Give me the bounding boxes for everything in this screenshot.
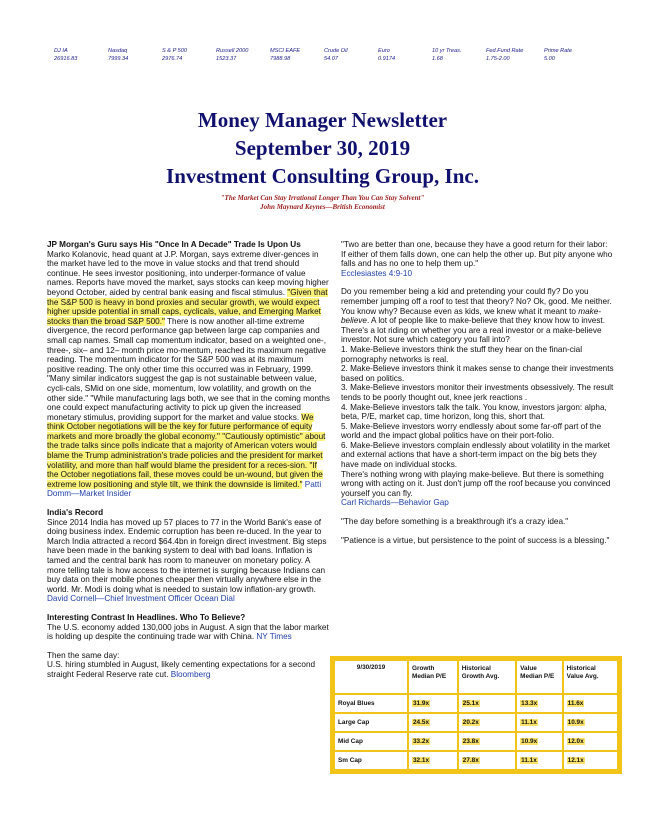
pe-value: 33.2x: [413, 738, 429, 745]
pe-value: 12.0x: [567, 738, 584, 745]
contrast-then: Then the same day:: [47, 650, 120, 660]
pe-table-header-row: [334, 660, 618, 694]
table-row: [334, 732, 618, 751]
pe-cell: [563, 713, 618, 732]
ecclesiastes-quote: "Two are better than one, because they have a good return for their labor: If either of them falls down, one can help the other up. But pity anyone who falls and has no one to help them up.": [341, 240, 613, 269]
jpm-article-body: [47, 250, 330, 499]
company-name: Investment Consulting Group, Inc.: [166, 164, 479, 188]
pe-value: 24.5x: [413, 719, 429, 726]
ticker-value: 0.9174: [378, 56, 396, 62]
newsletter-date: September 30, 2019: [234, 136, 411, 160]
pe-cell: [516, 751, 563, 770]
intro-text: . A lot of people like to make-believe that they know how to invest. There's a lot riding on whether you are a real investor or a make-believe investor. Not sure which category you fall into?: [341, 316, 605, 345]
pe-value: 11.1x: [521, 757, 537, 764]
ticker-value: 1523.37: [216, 56, 237, 62]
header-quote: "The Market Can Stay Irrational Longer Than You Can Stay Solvent": [220, 194, 425, 202]
india-article-body: [47, 518, 330, 604]
pe-cell: [458, 713, 516, 732]
ticker-item: [324, 47, 348, 63]
pe-cell: [563, 751, 618, 770]
pe-table-header: Historical Growth Avg.: [458, 660, 516, 694]
pe-cell: [458, 732, 516, 751]
ticker-value: 26916.83: [54, 56, 78, 62]
ticker-item: [108, 47, 128, 63]
breakthrough-quote: "The day before something is a breakthrough it's a crazy idea.": [341, 517, 569, 527]
make-believe-closing: There's nothing wrong with playing make-believe. But there is something wrong with acting on it. Just don't jump off the roof because you convinced yourself you can fly.: [341, 469, 611, 498]
contrast-paragraph: U.S. hiring stumbled in August, likely cementing expectations for a second straight Federal Reserve rate cut.: [47, 660, 316, 679]
table-row: [334, 751, 618, 770]
make-believe-item: 6. Make-Believe investors complain endlessly about volatility in the market and external actions that have a short-term impact on the big bets they have made on individual stocks.: [341, 440, 610, 470]
header-quote-author: John Maynard Keynes—British Economist: [260, 203, 385, 211]
ticker-label: S & P 500: [162, 48, 187, 54]
nytimes-source-link[interactable]: NY Times: [256, 632, 292, 642]
make-believe-item: 1. Make-Believe investors think the stuff they hear on the finan-cial pornography networks is real.: [341, 344, 583, 364]
jpm-article-title: JP Morgan's Guru says His "Once In A Decade" Trade Is Upon Us: [47, 240, 301, 249]
pe-value: 20.2x: [462, 719, 479, 726]
jpm-highlight: "Given that the S&P 500 is heavy in bond proxies and secular growth, we would expect higher upside potential in small caps, cyclicals, value, and Emerging Market stocks than the broad S&P 500.": [47, 287, 328, 326]
ecclesiastes-source[interactable]: Ecclesiastes 4:9-10: [341, 268, 412, 278]
make-believe-item: 2. Make-Believe investors think it makes sense to change their investments based on politics.: [341, 364, 614, 383]
make-believe-item: 4. Make-Believe investors talk the talk. You know, investors jargon: alpha, beta, P/E, market cap, time horizon, long this, short that.: [341, 402, 607, 422]
pe-value: 10.9x: [567, 719, 584, 726]
pe-row-label: Large Cap: [334, 713, 408, 732]
ticker-item: [54, 47, 77, 63]
pe-table-header: Growth Median P/E: [408, 660, 458, 694]
bloomberg-source-link[interactable]: Bloomberg: [170, 669, 211, 679]
pe-value: 23.8x: [462, 738, 479, 745]
pe-cell: [458, 751, 516, 770]
jpm-paragraph: Marko Kolanovic, head quant at J.P. Morgan, says extreme diver-gences in the market have led to the move in value stocks and that trend should continue. He sees investor positioning, into underper-formance of value names. Reports have moved the market, says stocks can keep moving higher beyond October, aided by central bank easing and fiscal stimulus.: [47, 249, 329, 297]
ticker-value: 7999.34: [108, 56, 129, 62]
ticker-item: [270, 47, 300, 63]
market-ticker: [54, 47, 614, 69]
ticker-item: [486, 47, 523, 63]
ticker-value: 2976.74: [162, 56, 183, 62]
left-column: [47, 240, 330, 680]
pe-cell: [516, 732, 563, 751]
pe-row-label: Sm Cap: [334, 751, 408, 770]
newsletter-title: Money Manager Newsletter: [197, 108, 448, 132]
ticker-label: Nasdaq: [108, 48, 128, 54]
pe-table-header: Historical Value Avg.: [563, 660, 618, 694]
ticker-value: 5.00: [544, 56, 555, 62]
ticker-value: 1.75-2.00: [486, 56, 510, 62]
ticker-item: [432, 47, 461, 63]
right-column: [341, 240, 614, 545]
ticker-label: Euro: [378, 48, 390, 54]
ticker-item: [216, 47, 248, 63]
ticker-label: Fed.Fund Rate: [486, 48, 524, 54]
pe-cell: [516, 694, 563, 713]
table-row: [334, 694, 618, 713]
ticker-item: [378, 47, 395, 63]
pe-value: 12.1x: [567, 757, 584, 764]
contrast-paragraph: The U.S. economy added 130,000 jobs in August. A sign that the labor market is holding up despite the continuing trade war with China.: [47, 622, 329, 642]
ticker-item: [544, 47, 572, 63]
pe-value: 13.3x: [521, 700, 538, 707]
ticker-label: DJ IA: [54, 48, 68, 54]
jpm-highlight: We think October negotiations will be the key for future performance of equity markets and more broadly the global economy." "Cautiously optimistic" about the trade talks since polls indicate that a majority of American voters would blame the Trump administration's trade policies and the president for market volatility, and more than half would blame the president for a reces-sion. "If the October negotiations fail, these moves could be un-wound, but given the extreme low positioning and style tilt, we think the downside is limited.": [47, 412, 326, 489]
contrast-article-title: Interesting Contrast In Headlines. Who To Believe?: [47, 612, 246, 622]
pe-cell: [458, 694, 516, 713]
pe-value: 25.1x: [462, 700, 479, 707]
pe-ratio-table: [330, 656, 622, 774]
table-row: [334, 713, 618, 732]
pe-cell: [516, 713, 563, 732]
ticker-label: Prime Rate: [544, 48, 572, 54]
contrast-article-body: [47, 623, 330, 642]
ticker-value: 54.07: [324, 56, 338, 62]
pe-value: 27.8x: [462, 757, 479, 764]
pe-table-date: 9/30/2019: [334, 660, 408, 694]
behavior-gap-source[interactable]: Carl Richards—Behavior Gap: [341, 498, 449, 508]
pe-cell: [408, 713, 458, 732]
pe-cell: [408, 694, 458, 713]
patience-quote: "Patience is a virtue, but persistence to the point of success is a blessing.": [341, 535, 610, 545]
pe-value: 11.6x: [567, 700, 584, 707]
ticker-value: 7988.98: [270, 56, 291, 62]
make-believe-intro: [341, 287, 614, 345]
make-believe-item: 3. Make-Believe investors monitor their investments obsessively. The result tends to be poorly thought out, knee jerk reactions .: [341, 383, 614, 402]
pe-cell: [563, 694, 618, 713]
pe-value: 10.9x: [521, 738, 538, 745]
india-paragraph: Since 2014 India has moved up 57 places to 77 in the World Bank's ease of doing business index. Endemic corruption has been re-duced. In the year to March India attracted a record $64.4bn in foreign direct investment. Big steps have been made in the banking system to deal with bad loans. Inflation is tamed and the central bank has room to maneuver on monetary policy. A more telling tale is how access to the internet is surging because Indians can buy data on their mobile phones cheaper then virtually anywhere else in the world. Mr. Modi is doing what is needed to sustain low inflation-ary growth.: [47, 517, 327, 594]
ticker-item: [162, 47, 187, 63]
pe-value: 31.9x: [413, 700, 429, 707]
pe-value: 32.1x: [413, 757, 429, 764]
pe-table-header: Value Median P/E: [516, 660, 563, 694]
pe-row-label: Mid Cap: [334, 732, 408, 751]
pe-cell: [408, 751, 458, 770]
jpm-source-link[interactable]: Patti Domm—Market Insider: [47, 479, 322, 499]
pe-cell: [408, 732, 458, 751]
ticker-value: 1.68: [432, 56, 443, 62]
pe-cell: [563, 732, 618, 751]
make-believe-item: 5. Make-Believe investors worry endlessly about some far-off part of the world and the impact global politics have on their port-folio.: [341, 421, 602, 441]
ticker-label: MSCI EAFE: [270, 48, 301, 54]
jpm-paragraph: There is now another all-time extreme divergence, the record performance gap between large cap companies and small cap names. Small cap momentum indicator, based on a weighted one-, three-, six– and 12– month price mo-mentum, reached its maximum negative reading. The momentum indicator for the S&P 500 was at its maximum positive reading. The only other time this occurred was in February, 1999. "Many similar indicators suggest the gap is not sustainable between value, cycli-cals, SMid on one side, momentum, low volatility, and growth on the other side." "While manufacturing lags both, we see that in the coming months one could expect manufacturing activity to pick up given the increased monetary stimulus, providing support for the market and value stocks.: [47, 316, 330, 422]
intro-emphasis: make-believe: [341, 306, 602, 326]
india-article-title: India's Record: [47, 508, 104, 518]
ticker-label: 10 yr Treas.: [432, 48, 462, 54]
ticker-label: Russell 2000: [216, 48, 249, 54]
contrast-article-body-2: [47, 660, 330, 679]
pe-row-label: Royal Blues: [334, 694, 408, 713]
india-source-link[interactable]: David Cornell—Chief Investment Officer Ocean Dial: [47, 594, 235, 604]
ticker-label: Crude Oil: [324, 48, 348, 54]
pe-value: 11.1x: [521, 719, 537, 726]
intro-text: Do you remember being a kid and pretending your could fly? Do you remember jumping off a roof to test that theory? No? Ok, good. Me neither. You know why? Because even as kids, we knew what it meant to: [341, 287, 612, 316]
